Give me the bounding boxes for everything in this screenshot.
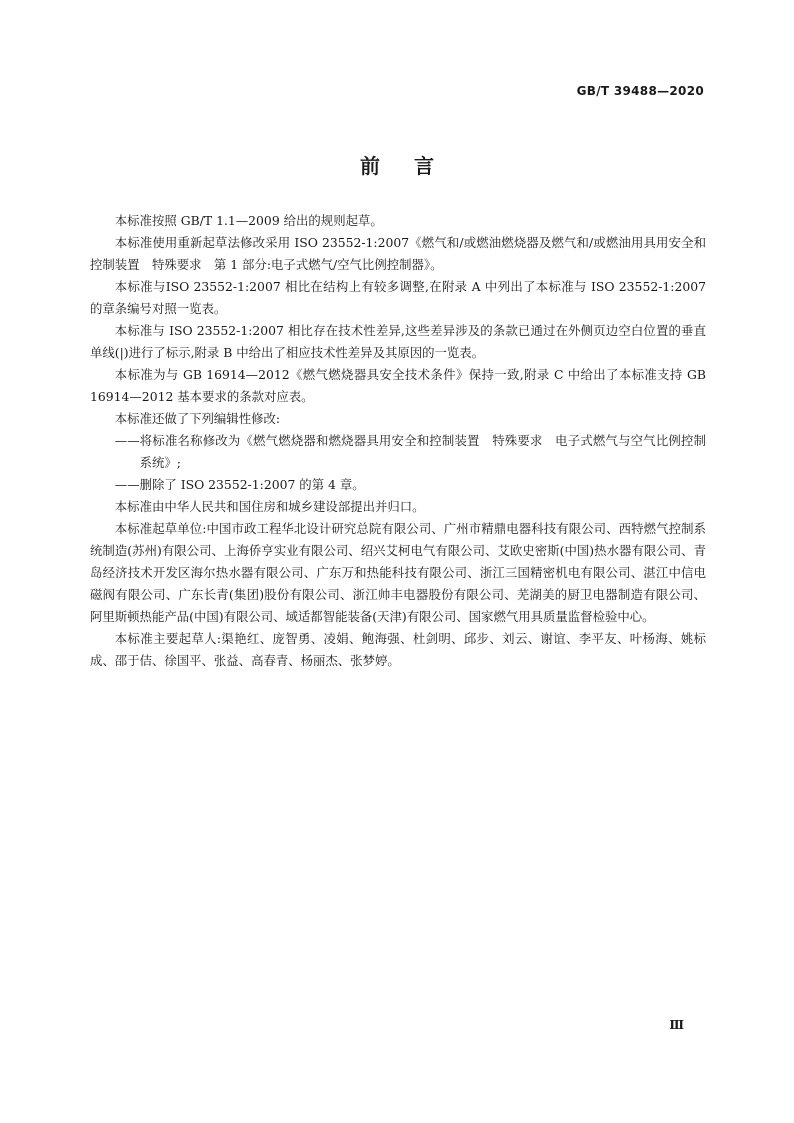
list-item-text: 删除了 ISO 23552-1:2007 的第 4 章。 [139, 477, 365, 492]
list-item-text: 将标准名称修改为《燃气燃烧器和燃烧器具用安全和控制装置 特殊要求 电子式燃气与空气比例控制系统》; [139, 433, 706, 470]
list-item [90, 430, 706, 474]
list-item [90, 474, 706, 496]
paragraph-proposed-by: 本标准由中华人民共和国住房和城乡建设部提出并归口。 [114, 499, 425, 514]
dash-mark: —— [114, 433, 140, 448]
page-title: 前言 [360, 154, 468, 178]
dash-mark: —— [114, 477, 140, 492]
paragraph-editorial-changes: 本标准还做了下列编辑性修改: [114, 411, 281, 426]
paragraph-technical-differences: 本标准与 ISO 23552-1:2007 相比存在技术性差异,这些差异涉及的条款已通过在外侧页边空白位置的垂直单线(|)进行了标示,附录 B 中给出了相应技术性差异及其原因的一览表。 [90, 323, 706, 360]
standard-code: GB/T 39488—2020 [576, 84, 704, 98]
paragraph-drafting-rules: 本标准按照 GB/T 1.1—2009 给出的规则起草。 [114, 213, 383, 228]
page-number: Ⅲ [669, 1018, 684, 1032]
paragraph-drafting-units: 本标准起草单位:中国市政工程华北设计研究总院有限公司、广州市精鼎电器科技有限公司、西特燃气控制系统制造(苏州)有限公司、上海侨亨实业有限公司、绍兴艾柯电气有限公司、艾欧史密斯(中国)热水器有限公司、青岛经济技术开发区海尔热水器有限公司、广东万和热能科技有限公司、浙江三国精密机电有限公司、湛江中信电磁阀有限公司、广东长青(集团)股份有限公司、浙江帅丰电器股份有限公司、芜湖美的厨卫电器制造有限公司、阿里斯顿热能产品(中国)有限公司、域适都智能装备(天津)有限公司、国家燃气用具质量监督检验中心。 [90, 521, 706, 624]
paragraph-drafters: 本标准主要起草人:渠艳红、庞智勇、凌娟、鲍海强、杜剑明、邱步、刘云、谢谊、李平友、叶杨海、姚标成、邵于佶、徐国平、张益、高春青、杨丽杰、张梦婷。 [90, 631, 706, 668]
paragraph-adoption: 本标准使用重新起草法修改采用 ISO 23552-1:2007《燃气和/或燃油燃烧器及燃气和/或燃油用具用安全和控制装置 特殊要求 第 1 部分:电子式燃气/空气比例控制器》。 [90, 235, 706, 272]
paragraph-structure-changes: 本标准与ISO 23552-1:2007 相比在结构上有较多调整,在附录 A 中列出了本标准与 ISO 23552-1:2007 的章条编号对照一览表。 [90, 279, 706, 316]
paragraph-gb-consistency: 本标准为与 GB 16914—2012《燃气燃烧器具安全技术条件》保持一致,附录 C 中给出了本标准支持 GB 16914—2012 基本要求的条款对应表。 [90, 367, 706, 404]
foreword-body [90, 210, 706, 672]
